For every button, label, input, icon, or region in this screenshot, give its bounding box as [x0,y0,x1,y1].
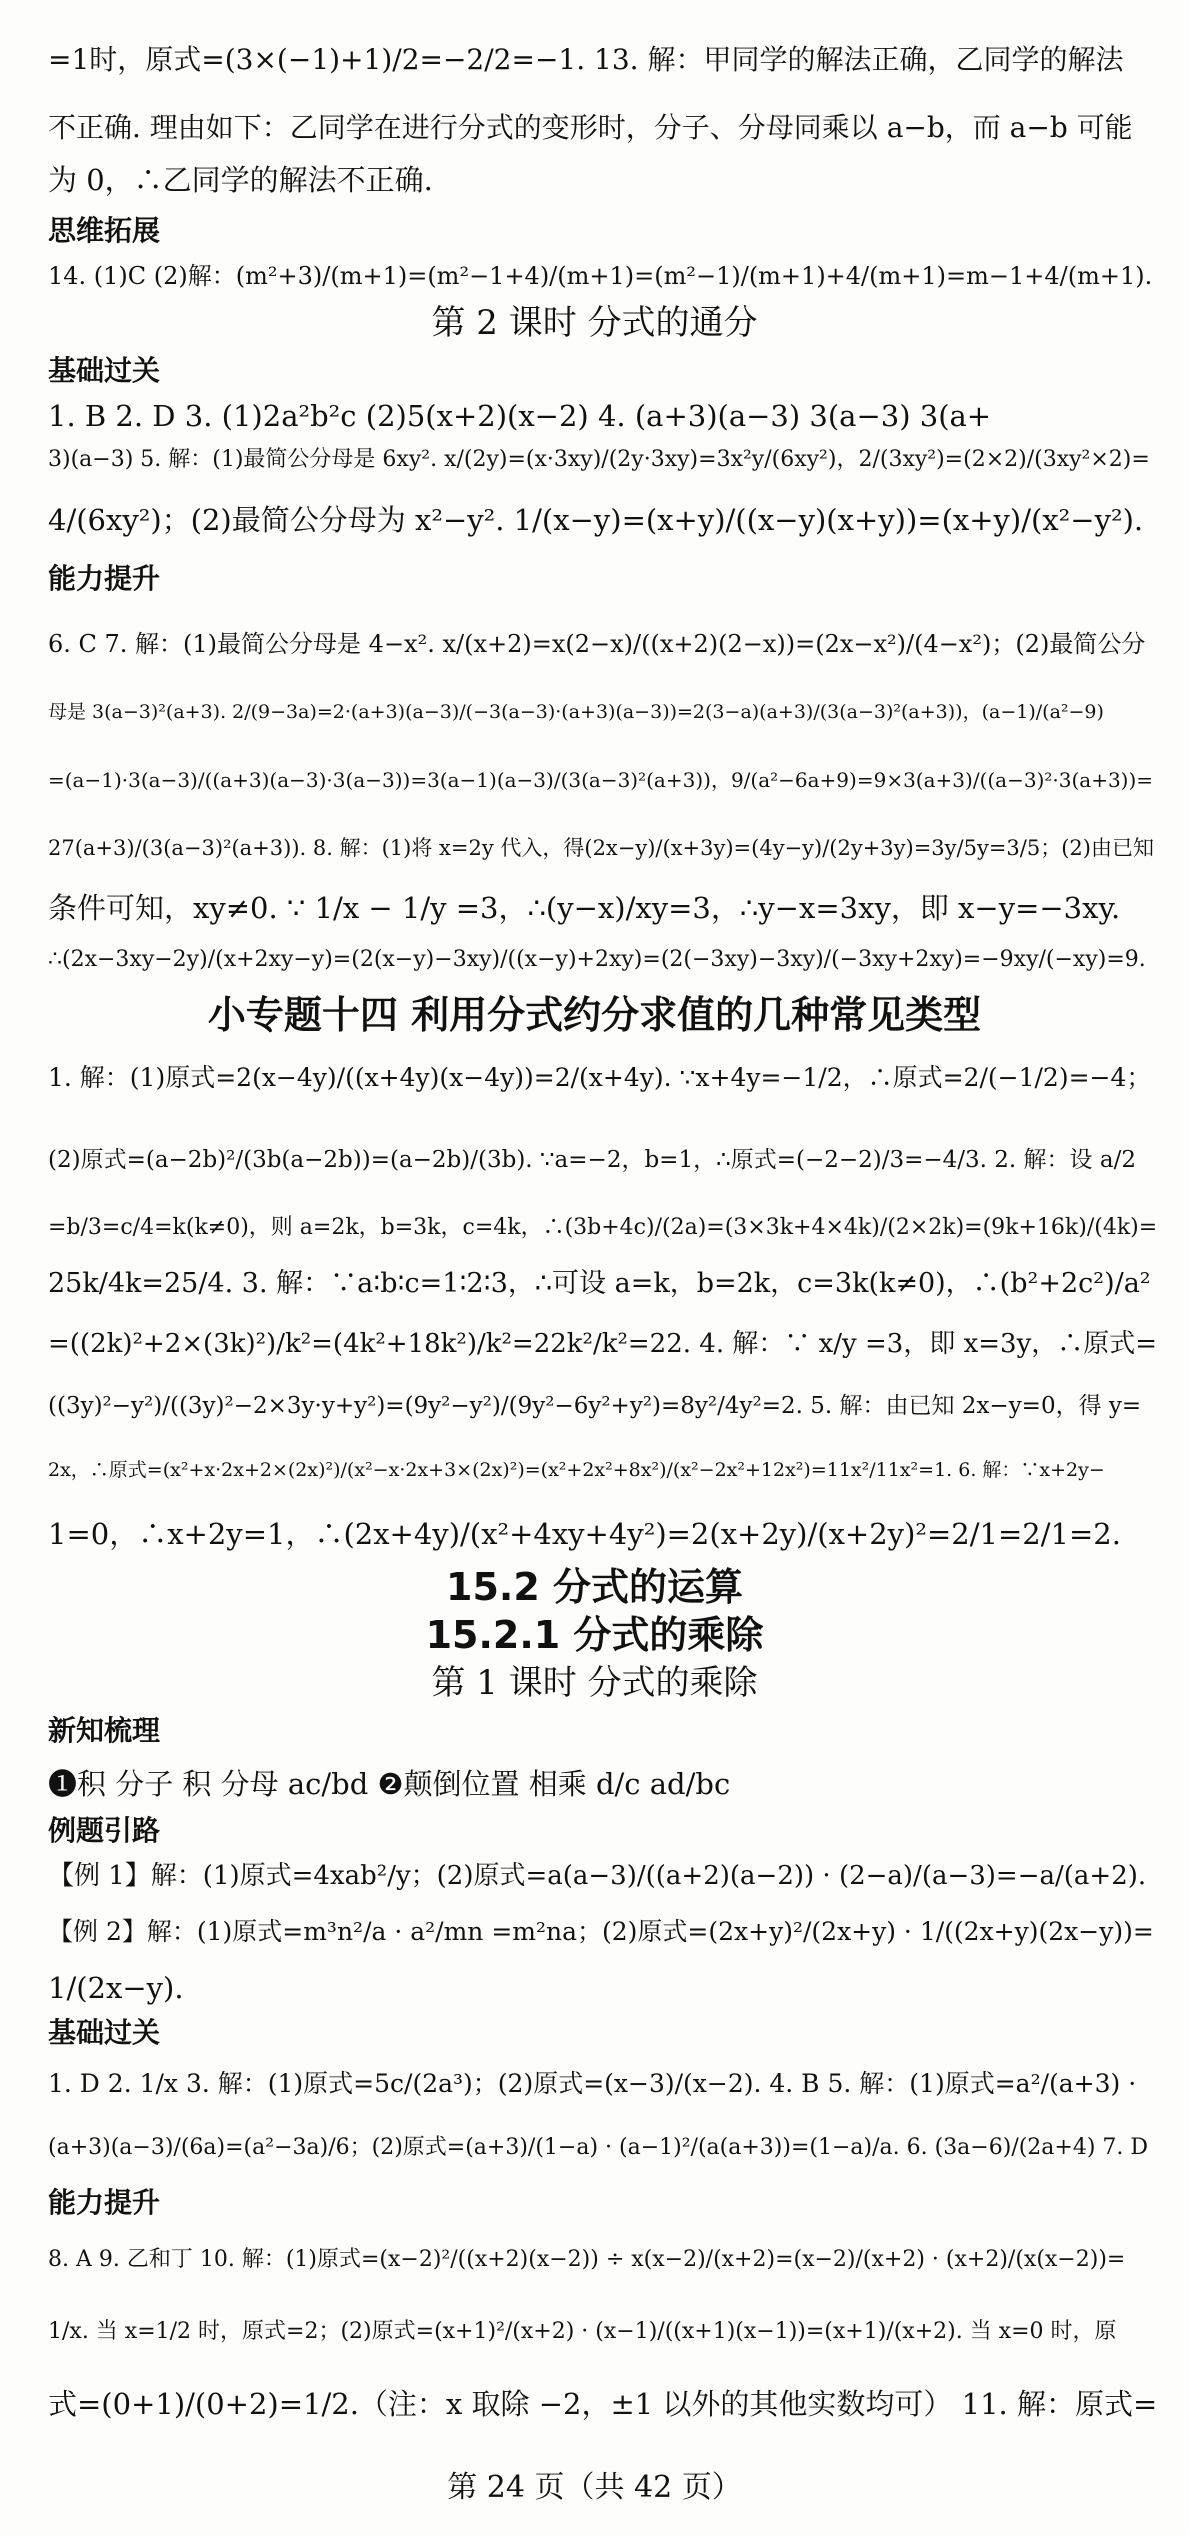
text-line: 1/(2x−y). [48,1971,184,2005]
text-line: 25k/4k=25/4. 3. 解：∵a∶b∶c=1∶2∶3，∴可设 a=k，b=2k，c=3k(k≠0)，∴(b²+2c²)/a² [48,1268,1151,1299]
text-line: 1. D 2. 1/x 3. 解：(1)原式=5c/(2a³)；(2)原式=(x−3)/(x−2). 4. B 5. 解：(1)原式=a²/(a+3) · [48,2069,1137,2098]
text-line: ∴(2x−3xy−2y)/(x+2xy−y)=(2(x−y)−3xy)/((x−y)+2xy)=(2(−3xy)−3xy)/(−3xy+2xy)=−9xy/(−xy)=9. [48,947,1146,972]
section-heading-ability: 能力提升 [48,562,161,595]
text-line: 1. 解：(1)原式=2(x−4y)/((x+4y)(x−4y))=2/(x+4y). ∵x+4y=−1/2，∴原式=2/(−1/2)=−4； [48,1063,1152,1092]
text-line: 27(a+3)/(3(a−3)²(a+3)). 8. 解：(1)将 x=2y 代入，得(2x−y)/(x+3y)=(4y−y)/(2y+3y)=3y/5y=3/5；(2)由已知 [48,836,1154,860]
text-line: 14. (1)C (2)解：(m²+3)/(m+1)=(m²−1+4)/(m+1)=(m²−1)/(m+1)+4/(m+1)=m−1+4/(m+1). [48,262,1153,290]
text-line: 1=0，∴x+2y=1，∴(2x+4y)/(x²+4xy+4y²)=2(x+2y)/(x+2y)²=2/1=2/1=2. [48,1517,1121,1551]
text-line: 1. B 2. D 3. (1)2a²b²c (2)5(x+2)(x−2) 4. (a+3)(a−3) 3(a−3) 3(a+ [48,399,992,433]
subsection-title: 15.2.1 分式的乘除 [425,1613,764,1657]
text-line: (a+3)(a−3)/(6a)=(a²−3a)/6；(2)原式=(a+3)/(1−a) · (a−1)²/(a(a+3))=(1−a)/a. 6. (3a−6)/(2a+4) 7. D [48,2135,1149,2160]
text-line: 4/(6xy²)；(2)最简公分母为 x²−y². 1/(x−y)=(x+y)/((x−y)(x+y))=(x+y)/(x²−y²). [48,503,1144,537]
lesson-title: 第 2 课时 分式的通分 [431,303,758,343]
text-line: 8. A 9. 乙和丁 10. 解：(1)原式=(x−2)²/((x+2)(x−2)) ÷ x(x−2)/(x+2)=(x−2)/(x+2) · (x+2)/(x(x−2))= [48,2247,1126,2272]
text-line: 式=(0+1)/(0+2)=1/2.（注：x 取除 −2，±1 以外的其他实数均可） 11. 解：原式= [48,2387,1158,2421]
text-line: ❶积 分子 积 分母 ac/bd ❷颠倒位置 相乘 d/c ad/bc [48,1767,731,1801]
topic-title: 小专题十四 利用分式约分求值的几种常见类型 [207,993,982,1037]
text-line: =b/3=c/4=k(k≠0)，则 a=2k，b=3k，c=4k，∴(3b+4c)/(2a)=(3×3k+4×4k)/(2×2k)=(9k+16k)/(4k)= [48,1215,1158,1240]
text-line: 1/x. 当 x=1/2 时，原式=2；(2)原式=(x+1)²/(x+2) · (x−1)/((x+1)(x−1))=(x+1)/(x+2). 当 x=0 时，原 [48,2319,1117,2344]
section-heading-examples: 例题引路 [48,1814,161,1847]
page-footer: 第 24 页（共 42 页） [447,2470,742,2505]
text-line: 【例 2】解：(1)原式=m³n²/a · a²/mn =m²na；(2)原式=(2x+y)²/(2x+y) · 1/((2x+y)(2x−y))= [48,1917,1154,1946]
text-line: (2)原式=(a−2b)²/(3b(a−2b))=(a−2b)/(3b). ∵a=−2，b=1，∴原式=(−2−2)/3=−4/3. 2. 解：设 a/2 [48,1147,1136,1173]
text-line: 3)(a−3) 5. 解：(1)最简公分母是 6xy². x/(2y)=(x·3xy)/(2y·3xy)=3x²y/(6xy²)，2/(3xy²)=(2×2)/(3xy²×2)= [48,447,1150,472]
text-line: 2x，∴原式=(x²+x·2x+2×(2x)²)/(x²−x·2x+3×(2x)²)=(x²+2x²+8x²)/(x²−2x²+12x²)=11x²/11x²=1. 6. 解：∵x+2y− [48,1459,1105,1481]
text-line: 母是 3(a−3)²(a+3). 2/(9−3a)=2·(a+3)(a−3)/(−3(a−3)·(a+3)(a−3))=2(3−a)(a+3)/(3(a−3)²(a+3))，(a−1)/(a²−9) [48,701,1104,723]
text-line: 【例 1】解：(1)原式=4xab²/y；(2)原式=a(a−3)/((a+2)(a−2)) · (2−a)/(a−3)=−a/(a+2). [48,1861,1147,1891]
section-heading-ability: 能力提升 [48,2186,161,2219]
text-line: 6. C 7. 解：(1)最简公分母是 4−x². x/(x+2)=x(2−x)/((x+2)(2−x))=(2x−x²)/(4−x²)；(2)最简公分 [48,630,1146,658]
text-line: =(a−1)·3(a−3)/((a+3)(a−3)·3(a−3))=3(a−1)(a−3)/(3(a−3)²(a+3))，9/(a²−6a+9)=9×3(a+3)/((a−3)²·3(a+3))= [48,768,1154,792]
section-title: 15.2 分式的运算 [446,1565,743,1609]
section-heading-new: 新知梳理 [48,1714,161,1747]
section-heading-thinking: 思维拓展 [48,214,161,247]
text-line: ((3y)²−y²)/((3y)²−2×3y·y+y²)=(9y²−y²)/(9y²−6y²+y²)=8y²/4y²=2. 5. 解：由已知 2x−y=0，得 y= [48,1393,1142,1419]
text-line: 不正确. 理由如下：乙同学在进行分式的变形时，分子、分母同乘以 a−b，而 a−b 可能 [48,111,1133,144]
text-line: 条件可知，xy≠0. ∵ 1/x − 1/y =3，∴(y−x)/xy=3，∴y−x=3xy，即 x−y=−3xy. [48,891,1121,925]
lesson-title: 第 1 课时 分式的乘除 [431,1663,758,1703]
text-line: =1时，原式=(3×(−1)+1)/2=−2/2=−1. 13. 解：甲同学的解法正确，乙同学的解法 [48,43,1124,76]
section-heading-basic: 基础过关 [48,2016,161,2049]
text-line: =((2k)²+2×(3k)²)/k²=(4k²+18k²)/k²=22k²/k²=22. 4. 解：∵ x/y =3，即 x=3y，∴原式= [48,1329,1158,1359]
section-heading-basic: 基础过关 [48,354,161,387]
text-line: 为 0，∴乙同学的解法不正确. [48,163,433,197]
